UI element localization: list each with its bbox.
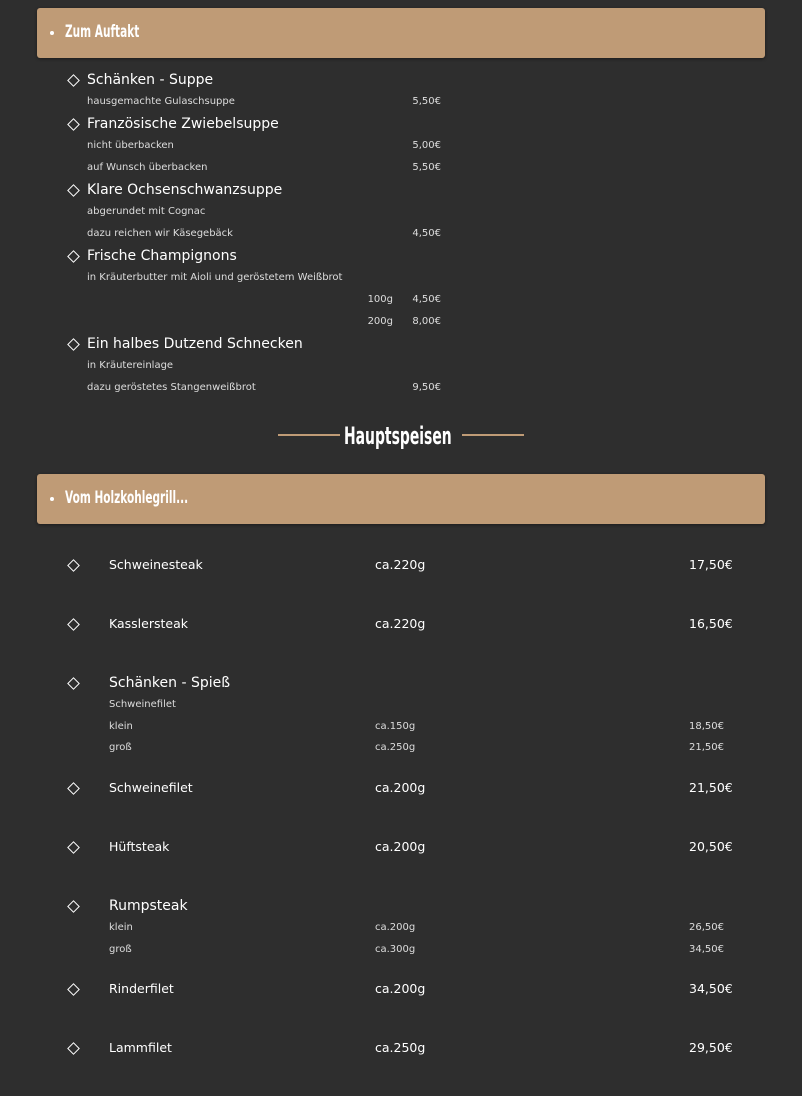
diamond-icon: [67, 1043, 80, 1056]
menu-item-title: Schänken - Suppe: [66, 69, 446, 91]
option-price: 18,50€: [689, 720, 724, 732]
item-weight: ca.200g: [375, 839, 426, 855]
divider-left: [278, 434, 340, 436]
item-description: nicht überbacken: [87, 140, 174, 151]
menu-item-line: [66, 311, 446, 333]
item-price: 9,50€: [412, 382, 441, 393]
menu-item-line: [66, 201, 446, 223]
option-name: groß: [109, 943, 132, 955]
item-name: Schänken - Spieß: [109, 675, 231, 691]
section-header-zum-auftakt[interactable]: [37, 8, 765, 58]
menu-item-line: [66, 267, 446, 289]
diamond-icon: [67, 74, 80, 87]
item-price: 17,50€: [689, 557, 733, 572]
item-description: abgerundet mit Cognac: [87, 206, 206, 217]
bullet-icon: [50, 497, 54, 501]
item-price: 4,50€: [412, 228, 441, 239]
menu-item-row: [66, 978, 746, 1000]
item-description: dazu reichen wir Käsegebäck: [87, 228, 233, 239]
item-name: Lammfilet: [109, 1040, 172, 1056]
menu-item: [66, 1037, 746, 1096]
item-name: Schweinefilet: [109, 780, 193, 796]
option-price: 21,50€: [689, 742, 724, 754]
item-name: Rinderfilet: [109, 981, 174, 997]
menu-item-row: [66, 777, 746, 799]
option-price: 34,50€: [689, 943, 724, 955]
diamond-icon: [67, 338, 80, 351]
option-price: 26,50€: [689, 922, 724, 934]
item-weight: ca.200g: [375, 981, 426, 997]
menu-item-option: [66, 939, 746, 961]
menu-item-row: [66, 672, 746, 694]
item-description: in Kräuterbutter mit Aioli und geröstetem Weißbrot: [87, 272, 343, 283]
option-weight: ca.300g: [375, 943, 416, 955]
menu-item-line: [66, 355, 446, 377]
section-title: Zum Auftakt: [65, 22, 140, 42]
item-weight: ca.200g: [375, 780, 426, 796]
option-name: klein: [109, 720, 133, 732]
hauptspeisen-heading: [278, 420, 524, 454]
menu-item-title: Ein halbes Dutzend Schnecken: [66, 333, 446, 355]
option-weight: ca.150g: [375, 720, 416, 732]
menu-item: [66, 836, 746, 895]
section-title: Vom Holzkohlegrill...: [65, 488, 189, 508]
item-weight: ca.220g: [375, 616, 426, 631]
menu-item-line: [66, 377, 446, 399]
menu-item: [66, 777, 746, 836]
diamond-icon: [67, 184, 80, 197]
diamond-icon: [67, 559, 80, 572]
menu-item-line: [66, 223, 446, 245]
item-description: dazu geröstetes Stangenweißbrot: [87, 382, 256, 393]
item-name: Kasslersteak: [109, 616, 188, 631]
option-name: klein: [109, 922, 133, 934]
menu-item: [66, 613, 746, 672]
item-price: 5,50€: [412, 162, 441, 173]
menu-item-row: [66, 1037, 746, 1059]
option-weight: ca.200g: [375, 922, 416, 934]
menu-item-line: [66, 91, 446, 113]
soup-list: [66, 69, 446, 399]
item-price: 16,50€: [689, 616, 733, 631]
divider-right: [462, 434, 524, 436]
item-name: Schweinesteak: [109, 557, 203, 572]
menu-item-option: [66, 917, 746, 939]
item-price: 5,50€: [412, 96, 441, 107]
bullet-icon: [50, 31, 54, 35]
menu-item-row: [66, 554, 746, 576]
option-name: Schweinefilet: [109, 699, 176, 710]
menu-item-line: [66, 157, 446, 179]
diamond-icon: [67, 250, 80, 263]
item-weight: ca.220g: [375, 557, 426, 572]
option-name: groß: [109, 742, 132, 754]
item-description: hausgemachte Gulaschsuppe: [87, 96, 235, 107]
diamond-icon: [67, 841, 80, 854]
menu-item-row: [66, 613, 746, 635]
item-weight: 200g: [367, 316, 393, 327]
diamond-icon: [67, 900, 80, 913]
menu-item-option: [66, 737, 746, 759]
menu-item-line: [66, 289, 446, 311]
item-weight: ca.250g: [375, 1040, 426, 1056]
item-price: 4,50€: [412, 294, 441, 305]
section-header-holzkohlegrill[interactable]: [37, 474, 765, 524]
menu-item: [66, 554, 746, 613]
menu-item-option: [66, 716, 746, 738]
item-description: auf Wunsch überbacken: [87, 162, 208, 173]
item-price: 21,50€: [689, 780, 733, 796]
item-price: 20,50€: [689, 839, 733, 855]
menu-item-row: [66, 895, 746, 917]
diamond-icon: [67, 782, 80, 795]
item-price: 34,50€: [689, 981, 733, 997]
menu-item-option: [66, 694, 746, 716]
diamond-icon: [67, 618, 80, 631]
menu-item: [66, 672, 746, 777]
item-name: Rumpsteak: [109, 898, 188, 915]
menu-item-line: [66, 135, 446, 157]
diamond-icon: [67, 984, 80, 997]
item-name: Hüftsteak: [109, 839, 170, 855]
menu-item: [66, 978, 746, 1037]
item-description: in Kräutereinlage: [87, 360, 174, 371]
heading-text: Hauptspeisen: [344, 422, 452, 450]
diamond-icon: [67, 118, 80, 131]
menu-item-title: Französische Zwiebelsuppe: [66, 113, 446, 135]
item-weight: 100g: [367, 294, 393, 305]
item-price: 29,50€: [689, 1040, 733, 1056]
item-price: 8,00€: [412, 316, 441, 327]
menu-item-title: Frische Champignons: [66, 245, 446, 267]
option-weight: ca.250g: [375, 742, 416, 754]
grill-list: [66, 554, 746, 1096]
menu-item-title: Klare Ochsenschwanzsuppe: [66, 179, 446, 201]
diamond-icon: [67, 677, 80, 690]
menu-item-row: [66, 836, 746, 858]
item-price: 5,00€: [412, 140, 441, 151]
menu-item: [66, 895, 746, 978]
